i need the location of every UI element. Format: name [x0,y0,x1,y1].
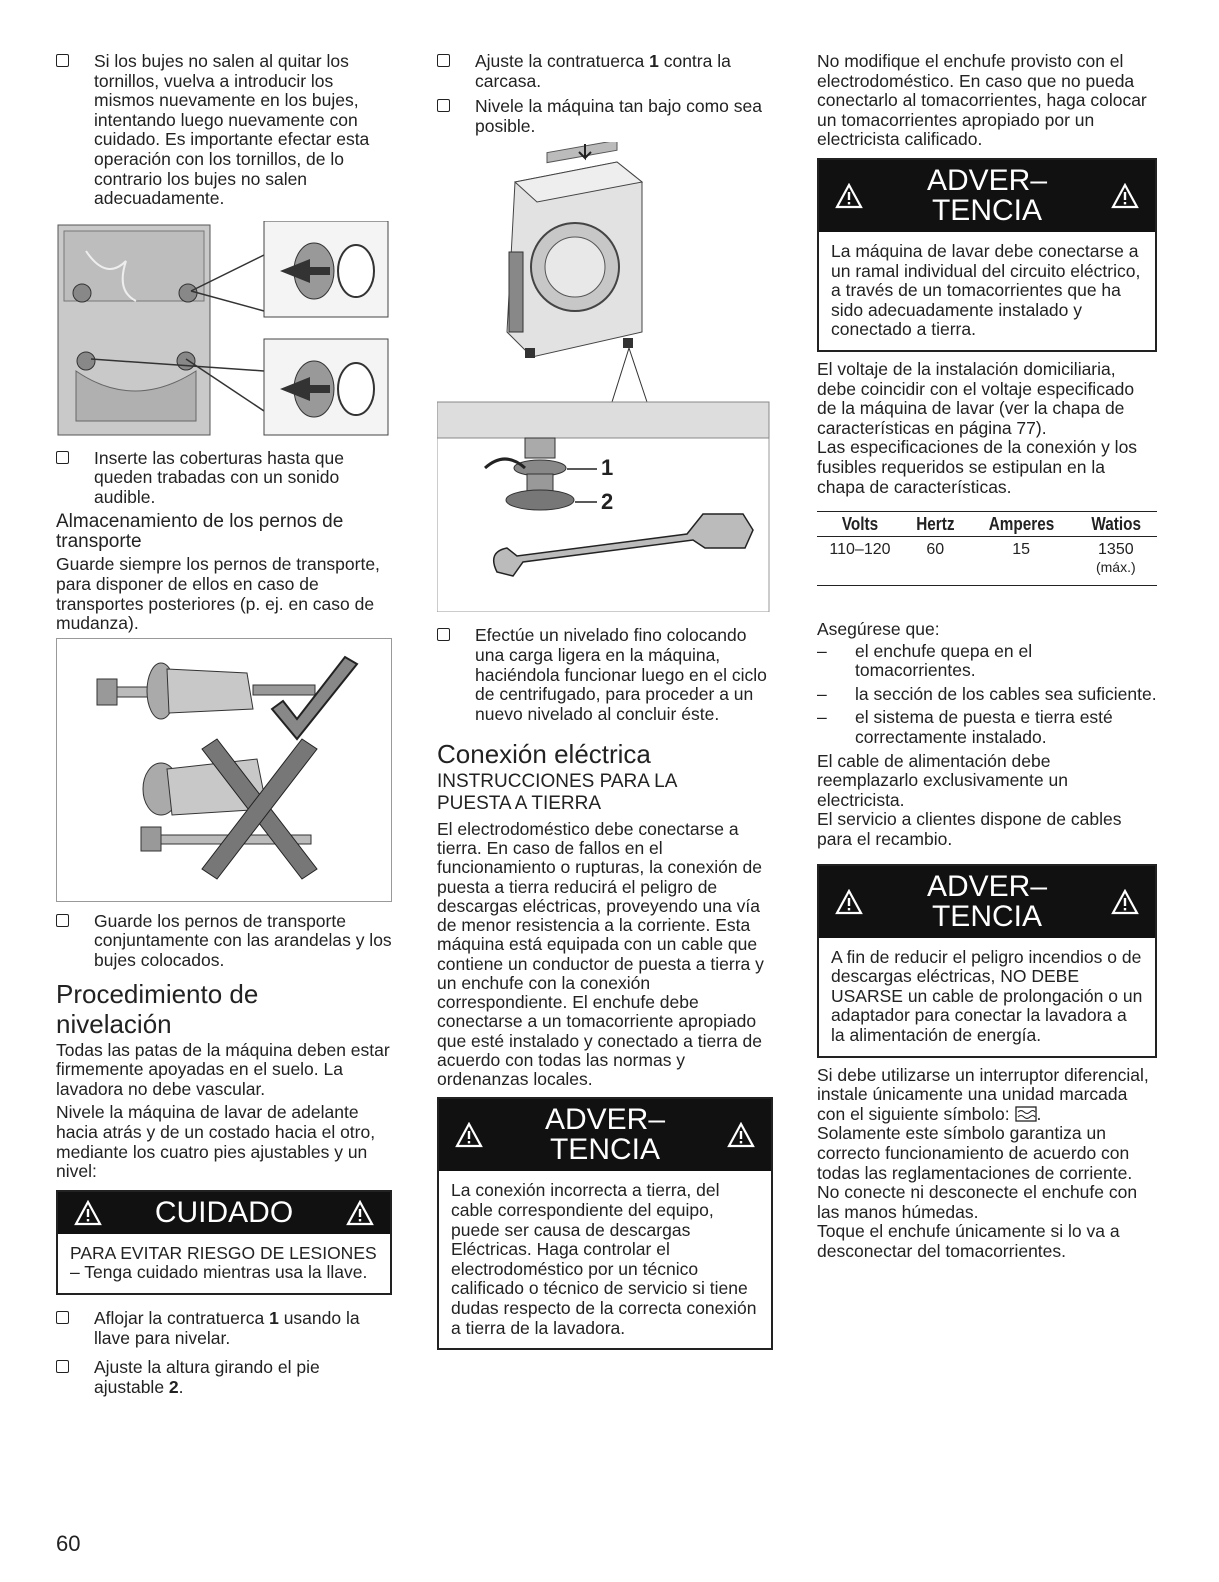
table-header-row [817,512,1157,537]
transport-bolts-figure [56,638,392,902]
bullet-text: Si los bujes no salen al quitar los tornillos, vuelva a introducir los mismos nuevamente en los bujes, intentando luego nuevamente con cuidado. Es importante efectar esta operación con los tornillos, de lo contrario los bujes no salen adecuadamente. [94,51,370,209]
bullet-text: Aflojar la contratuerca 1 usando la llave para nivelar. [94,1308,360,1348]
warning-triangle-icon [727,1122,755,1148]
caution-title: CUIDADO [154,1195,294,1229]
paragraph: Toque el enchufe únicamente si lo va a desconectar del tomacorrientes. [817,1221,1120,1261]
warning-text: La conexión incorrecta a tierra, del cable correspondiente del equipo, puede ser causa de descargas Eléctricas. Haga controlar el electrodoméstico por un técnico calificado o técnico de servicio si tiene dudas respecto de la correcta conexión a tierra de la lavadora. [451,1180,757,1338]
bullet-item [56,52,392,209]
paragraph: El electrodoméstico debe conectarse a tierra. En caso de fallos en el funcionamiento o rupturas, la conexión de puesta a tierra reducirá el peligro de descargas eléctricas, proveyendo una vía de menor resistencia a la corriente. Esta máquina está equipada con un cable que contiene un conductor de puesta a tierra y un enchufe con la conexión correspondiente. El enchufe debe conectarse a un tomacorriente apropiado que esté instalado y conectado a tierra de acuerdo con todas las normas y ordenanzas locales. [437,818,764,1090]
warning-triangle-icon [346,1200,374,1226]
checkbox-bullet-icon [437,628,450,641]
table-cell: 15 [968,537,1075,586]
table-header-cell: Volts [823,512,896,537]
bullet-item [437,52,773,91]
warning-triangle-icon [835,183,863,209]
callout-label-2: 2 [601,489,614,515]
section-heading: Procedimiento de nivelación [56,979,259,1039]
paragraph: Guarde siempre los pernos de transporte, para disponer de ellos en caso de transportes posteriores (p. ej. en caso de mudanza). [56,554,380,634]
caution-header [58,1192,390,1234]
table-cell: 110–120 [817,537,903,586]
paragraph: Las especificaciones de la conexión y los fusibles requeridos se estipulan en la chapa de características. [817,437,1138,497]
warning-text: La máquina de lavar debe conectarse a un ramal individual del circuito eléctrico, a través de un tomacorrientes que ha sido adecuadamente instalado y conectado a tierra. [831,240,1141,340]
warning-header [819,160,1155,232]
rcd-symbol-icon [1015,1106,1037,1122]
bullet-text: Guarde los pernos de transporte conjuntamente con las arandelas y los bujes colocados. [94,910,392,970]
column-2 [437,52,773,1358]
warning-triangle-icon [1111,889,1139,915]
paragraph: Todas las patas de la máquina deben estar firmemente apoyadas en el suelo. La lavadora no debe vascular. [56,1039,390,1099]
bullet-item [56,449,392,508]
bullet-item [56,912,392,971]
checkbox-bullet-icon [56,451,69,464]
paragraph: No conecte ni desconecte el enchufe con las manos húmedas. [817,1182,1138,1222]
warning-title: ADVER– TENCIA [926,163,1048,227]
table-cell: 60 [903,537,968,586]
bullet-item [437,97,773,136]
warning-box [437,1097,773,1350]
table-cell: 1350 (máx.) [1075,537,1157,586]
dash-text: el sistema de puesta e tierra esté correctamente instalado. [855,707,1113,748]
warning-triangle-icon [74,1200,102,1226]
bullet-text: Ajuste la contratuerca 1 contra la carcasa. [475,51,731,91]
checkbox-bullet-icon [437,54,450,67]
warning-title: ADVER– TENCIA [926,869,1048,933]
paragraph: El servicio a clientes dispone de cables para el recambio. [817,809,1122,849]
dash-text: el enchufe quepa en el tomacorrientes. [855,640,1033,681]
warning-box [817,864,1157,1058]
washer-leveling-illustration [437,142,773,612]
warning-title: ADVER– TENCIA [544,1103,666,1167]
warning-triangle-icon [455,1122,483,1148]
column-1 [56,52,392,1401]
dash-item: – la sección de los cables sea suficiente. [817,683,1157,704]
bullet-text: Ajuste la altura girando el pie ajustable 2. [94,1357,320,1397]
checkbox-bullet-icon [56,914,69,927]
warning-text: A fin de reducir el peligro incendios o de descargas eléctricas, NO DEBE USARSE un cable de prolongación o un adaptador para conectar la lavadora a la alimentación de energía. [831,946,1143,1045]
section-heading: Almacenamiento de los pernos de transporte [56,510,344,553]
bullet-item [56,1358,392,1397]
sub-heading: INSTRUCCIONES PARA LA PUESTA A TIERRA [437,771,677,814]
warning-triangle-icon [835,889,863,915]
paragraph: Asegúrese que: [817,619,940,640]
dash-text: la sección de los cables sea suficiente. [855,683,1157,704]
table-header-cell: Amperes [976,512,1067,537]
checkbox-bullet-icon [56,1360,69,1373]
dash-item: – el enchufe quepa en el tomacorrientes. [817,642,1157,681]
bullet-text: Efectúe un nivelado fino colocando una carga ligera en la máquina, haciéndola funcionar luego en el ciclo de centrifugado, para proceder a un nuevo nivelado al concluir éste. [475,625,767,724]
electrical-spec-table [817,511,1157,586]
rear-panel-figure [56,221,392,443]
table-row [817,537,1157,586]
bullet-text: Nivele la máquina tan bajo como sea posible. [475,96,762,136]
caution-text: PARA EVITAR RIESGO DE LESIONES – Tenga cuidado mientras usa la llave. [70,1242,377,1283]
paragraph: Si debe utilizarse un interruptor diferencial, instale únicamente una unidad marcada con el siguiente símbolo: . [817,1064,1149,1124]
checkbox-bullet-icon [56,1311,69,1324]
table-note: (máx.) [1095,559,1136,576]
warning-header [819,866,1155,938]
checkbox-bullet-icon [437,99,450,112]
warning-header [439,1099,771,1171]
warning-triangle-icon [1111,183,1139,209]
transport-bolts-illustration [57,639,392,901]
bullet-text: Inserte las coberturas hasta que queden trabadas con un sonido audible. [94,447,345,507]
dash-item: – el sistema de puesta e tierra esté correctamente instalado. [817,708,1157,747]
paragraph: El voltaje de la instalación domiciliaria, debe coincidir con el voltaje especificado de la máquina de lavar (ver la chapa de características en página 77). [817,358,1135,438]
paragraph: Solamente este símbolo garantiza un correcto funcionamiento de acuerdo con todas las reglamentaciones de corriente. [817,1123,1133,1183]
leveling-figure [437,142,773,612]
table-header-cell: Watios [1081,512,1151,537]
table-header-cell: Hertz [908,512,963,537]
bullet-item [56,1309,392,1348]
warning-box [817,158,1157,352]
paragraph: El cable de alimentación debe reemplazarlo exclusivamente un electricista. [817,750,1068,810]
bullet-item [437,626,773,724]
rear-panel-illustration [56,221,392,443]
paragraph: Nivele la máquina de lavar de adelante hacia atrás y de un costado hacia el otro, mediante los cuatro pies ajustables y un nivel: [56,1102,376,1182]
paragraph: No modifique el enchufe provisto con el electrodoméstico. En caso que no pueda conectarlo al tomacorrientes, haga colocar un tomacorrientes apropiado por un electricista calificado. [817,51,1147,150]
caution-box [56,1190,392,1295]
section-heading: Conexión eléctrica [437,739,651,770]
checkbox-bullet-icon [56,54,69,67]
column-3 [817,52,1157,1262]
page-number: 60 [56,1531,81,1556]
callout-label-1: 1 [601,455,614,481]
